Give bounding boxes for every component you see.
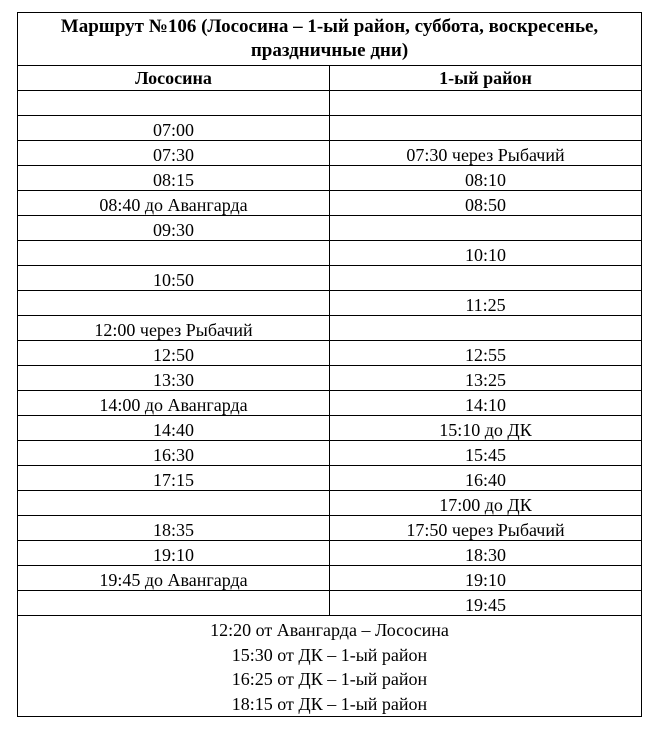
table-row [18, 441, 642, 466]
cell-district-1: 15:45 [330, 441, 642, 466]
cell-district-1: 17:00 до ДК [330, 491, 642, 516]
cell-lososina [18, 291, 330, 316]
notes-cell [18, 616, 642, 717]
table-row [18, 116, 642, 141]
note-line: 15:30 от ДК – 1-ый район [231, 644, 428, 665]
cell-district-1: 10:10 [330, 241, 642, 266]
table-row [18, 591, 642, 616]
cell-district-1 [330, 316, 642, 341]
cell-lososina [18, 241, 330, 266]
cell-district-1: 12:55 [330, 341, 642, 366]
cell-lososina: 19:10 [18, 541, 330, 566]
schedule-table [17, 12, 642, 717]
table-row [18, 241, 642, 266]
table-row [18, 416, 642, 441]
cell-district-1: 11:25 [330, 291, 642, 316]
cell-district-1: 13:25 [330, 366, 642, 391]
table-row [18, 341, 642, 366]
cell-lososina: 10:50 [18, 266, 330, 291]
cell-district-1: 18:30 [330, 541, 642, 566]
table-row [18, 366, 642, 391]
cell-district-1: 15:10 до ДК [330, 416, 642, 441]
schedule-body [18, 91, 642, 616]
cell-lososina [18, 91, 330, 116]
cell-lososina: 07:30 [18, 141, 330, 166]
cell-lososina: 13:30 [18, 366, 330, 391]
cell-lososina: 18:35 [18, 516, 330, 541]
cell-district-1 [330, 91, 642, 116]
cell-district-1 [330, 116, 642, 141]
note-line: 18:15 от ДК – 1-ый район [231, 693, 428, 714]
table-row [18, 141, 642, 166]
cell-district-1: 08:50 [330, 191, 642, 216]
cell-district-1: 07:30 через Рыбачий [330, 141, 642, 166]
table-row [18, 216, 642, 241]
table-row [18, 491, 642, 516]
cell-lososina: 14:00 до Авангарда [18, 391, 330, 416]
cell-lososina: 12:00 через Рыбачий [18, 316, 330, 341]
cell-district-1 [330, 216, 642, 241]
cell-district-1: 14:10 [330, 391, 642, 416]
table-row [18, 466, 642, 491]
table-row [18, 91, 642, 116]
note-line: 12:20 от Авангарда – Лососина [210, 620, 449, 640]
cell-lososina: 19:45 до Авангарда [18, 566, 330, 591]
cell-lososina: 07:00 [18, 116, 330, 141]
title-row [18, 13, 642, 66]
table-row [18, 391, 642, 416]
cell-lososina: 12:50 [18, 341, 330, 366]
table-row [18, 291, 642, 316]
schedule-title: Маршрут №106 (Лососина – 1-ый район, суббота, воскресенье, праздничные дни) [18, 13, 642, 66]
cell-lososina: 17:15 [18, 466, 330, 491]
column-header-row [18, 66, 642, 91]
cell-district-1: 19:45 [330, 591, 642, 616]
column-header-district-1: 1-ый район [330, 66, 642, 91]
cell-lososina: 08:15 [18, 166, 330, 191]
note-line: 16:25 от ДК – 1-ый район [231, 669, 428, 689]
cell-lososina: 16:30 [18, 441, 330, 466]
cell-district-1: 19:10 [330, 566, 642, 591]
cell-district-1: 16:40 [330, 466, 642, 491]
table-row [18, 541, 642, 566]
cell-lososina [18, 591, 330, 616]
cell-district-1: 17:50 через Рыбачий [330, 516, 642, 541]
table-row [18, 516, 642, 541]
cell-district-1 [330, 266, 642, 291]
table-row [18, 316, 642, 341]
cell-district-1: 08:10 [330, 166, 642, 191]
cell-lososina: 09:30 [18, 216, 330, 241]
table-row [18, 166, 642, 191]
column-header-lososina: Лососина [18, 66, 330, 91]
cell-lososina: 14:40 [18, 416, 330, 441]
cell-lososina [18, 491, 330, 516]
cell-lososina: 08:40 до Авангарда [18, 191, 330, 216]
notes-row [18, 616, 642, 717]
table-row [18, 191, 642, 216]
table-row [18, 266, 642, 291]
table-row [18, 566, 642, 591]
